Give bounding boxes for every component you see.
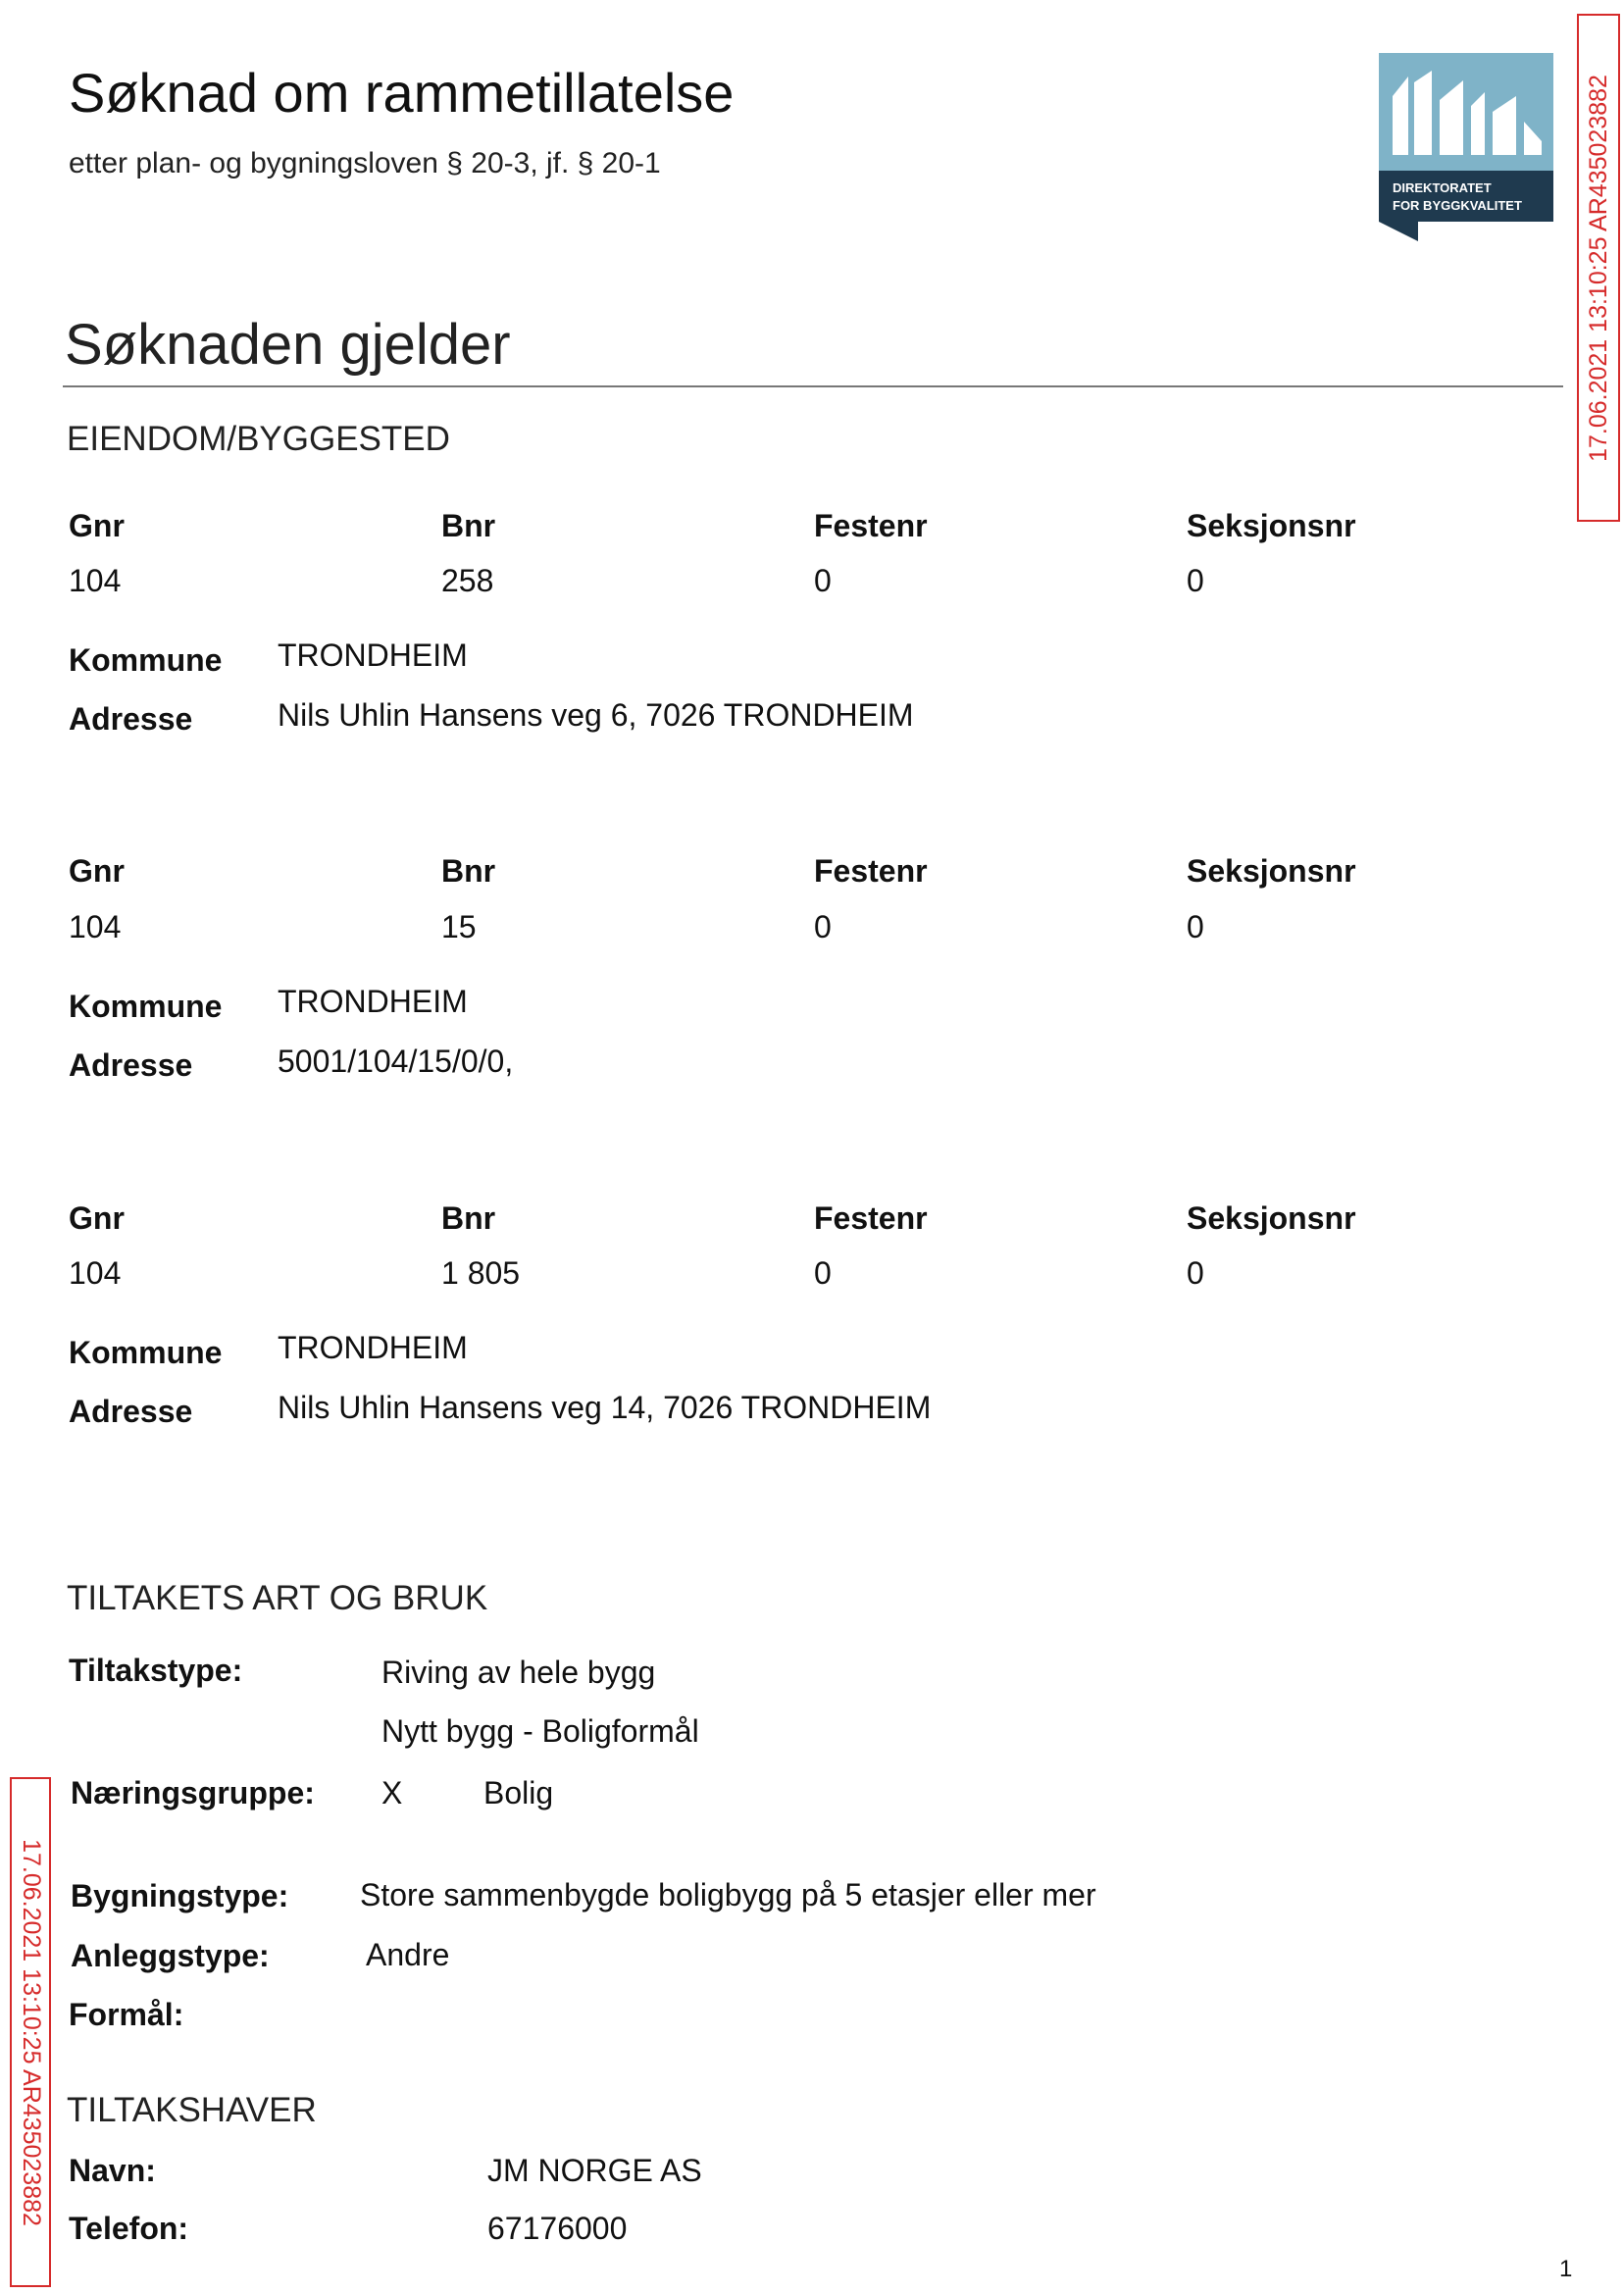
stamp-text-left: 17.06.2021 13:10:25 AR435023882	[17, 1838, 45, 2226]
festenr-label: Festenr	[814, 508, 928, 543]
gnr-value: 104	[69, 909, 122, 944]
kommune-value: TRONDHEIM	[278, 984, 468, 1019]
seksjonsnr-label: Seksjonsnr	[1187, 853, 1356, 889]
logo-text-line1: DIREKTORATET	[1393, 180, 1492, 195]
timestamp-stamp-top	[1577, 14, 1620, 522]
kommune-value: TRONDHEIM	[278, 637, 468, 673]
timestamp-stamp-left	[10, 1777, 51, 2287]
naeringsgruppe-code: X	[381, 1775, 403, 1810]
adresse-label: Adresse	[69, 701, 193, 737]
tiltakstype-label: Tiltakstype:	[69, 1653, 243, 1688]
adresse-label: Adresse	[69, 1047, 193, 1083]
stamp-text-top: 17.06.2021 13:10:25 AR435023882	[1584, 74, 1612, 462]
kommune-label: Kommune	[69, 1335, 223, 1370]
bnr-label: Bnr	[441, 853, 496, 889]
gnr-label: Gnr	[69, 508, 125, 543]
seksjonsnr-value: 0	[1187, 909, 1204, 944]
gnr-value: 104	[69, 563, 122, 598]
gnr-value: 104	[69, 1255, 122, 1291]
adresse-value: Nils Uhlin Hansens veg 6, 7026 TRONDHEIM	[278, 697, 914, 733]
bnr-value: 15	[441, 909, 477, 944]
logo-text-line2: FOR BYGGKVALITET	[1393, 198, 1522, 213]
page-number: 1	[1559, 2256, 1573, 2282]
seksjonsnr-label: Seksjonsnr	[1187, 508, 1356, 543]
gnr-label: Gnr	[69, 853, 125, 889]
dibk-logo	[1379, 53, 1553, 241]
festenr-value: 0	[814, 1255, 832, 1291]
festenr-label: Festenr	[814, 853, 928, 889]
kommune-label: Kommune	[69, 642, 223, 678]
anleggstype-label: Anleggstype:	[71, 1938, 270, 1973]
tiltak-heading: TILTAKETS ART OG BRUK	[67, 1579, 488, 1617]
telefon-value: 67176000	[487, 2211, 628, 2246]
kommune-value: TRONDHEIM	[278, 1330, 468, 1365]
property-heading: EIENDOM/BYGGESTED	[67, 420, 450, 458]
naeringsgruppe-label: Næringsgruppe:	[71, 1775, 315, 1810]
tiltakstype-value-2: Nytt bygg - Boligformål	[381, 1713, 699, 1749]
navn-label: Navn:	[69, 2153, 156, 2188]
formal-label: Formål:	[69, 1997, 184, 2032]
section-title: Søknaden gjelder	[65, 313, 511, 377]
adresse-value: Nils Uhlin Hansens veg 14, 7026 TRONDHEIM	[278, 1390, 932, 1425]
tiltakshaver-heading: TILTAKSHAVER	[67, 2091, 317, 2129]
adresse-label: Adresse	[69, 1394, 193, 1429]
anleggstype-value: Andre	[366, 1937, 450, 1972]
navn-value: JM NORGE AS	[487, 2153, 702, 2188]
seksjonsnr-value: 0	[1187, 1255, 1204, 1291]
festenr-label: Festenr	[814, 1200, 928, 1236]
bnr-value: 1 805	[441, 1255, 521, 1291]
bnr-label: Bnr	[441, 1200, 496, 1236]
telefon-label: Telefon:	[69, 2211, 189, 2246]
festenr-value: 0	[814, 563, 832, 598]
seksjonsnr-value: 0	[1187, 563, 1204, 598]
gnr-label: Gnr	[69, 1200, 125, 1236]
tiltakstype-value-1: Riving av hele bygg	[381, 1655, 656, 1690]
bygningstype-label: Bygningstype:	[71, 1878, 289, 1913]
document-title: Søknad om rammetillatelse	[69, 62, 735, 124]
bygningstype-value: Store sammenbygde boligbygg på 5 etasjer eller mer	[360, 1877, 1096, 1912]
document-subtitle: etter plan- og bygningsloven § 20-3, jf. § 20-1	[69, 147, 661, 179]
adresse-value: 5001/104/15/0/0,	[278, 1044, 514, 1079]
festenr-value: 0	[814, 909, 832, 944]
naeringsgruppe-value: Bolig	[483, 1775, 554, 1810]
bnr-value: 258	[441, 563, 494, 598]
section-divider	[63, 385, 1563, 387]
kommune-label: Kommune	[69, 989, 223, 1024]
seksjonsnr-label: Seksjonsnr	[1187, 1200, 1356, 1236]
bnr-label: Bnr	[441, 508, 496, 543]
